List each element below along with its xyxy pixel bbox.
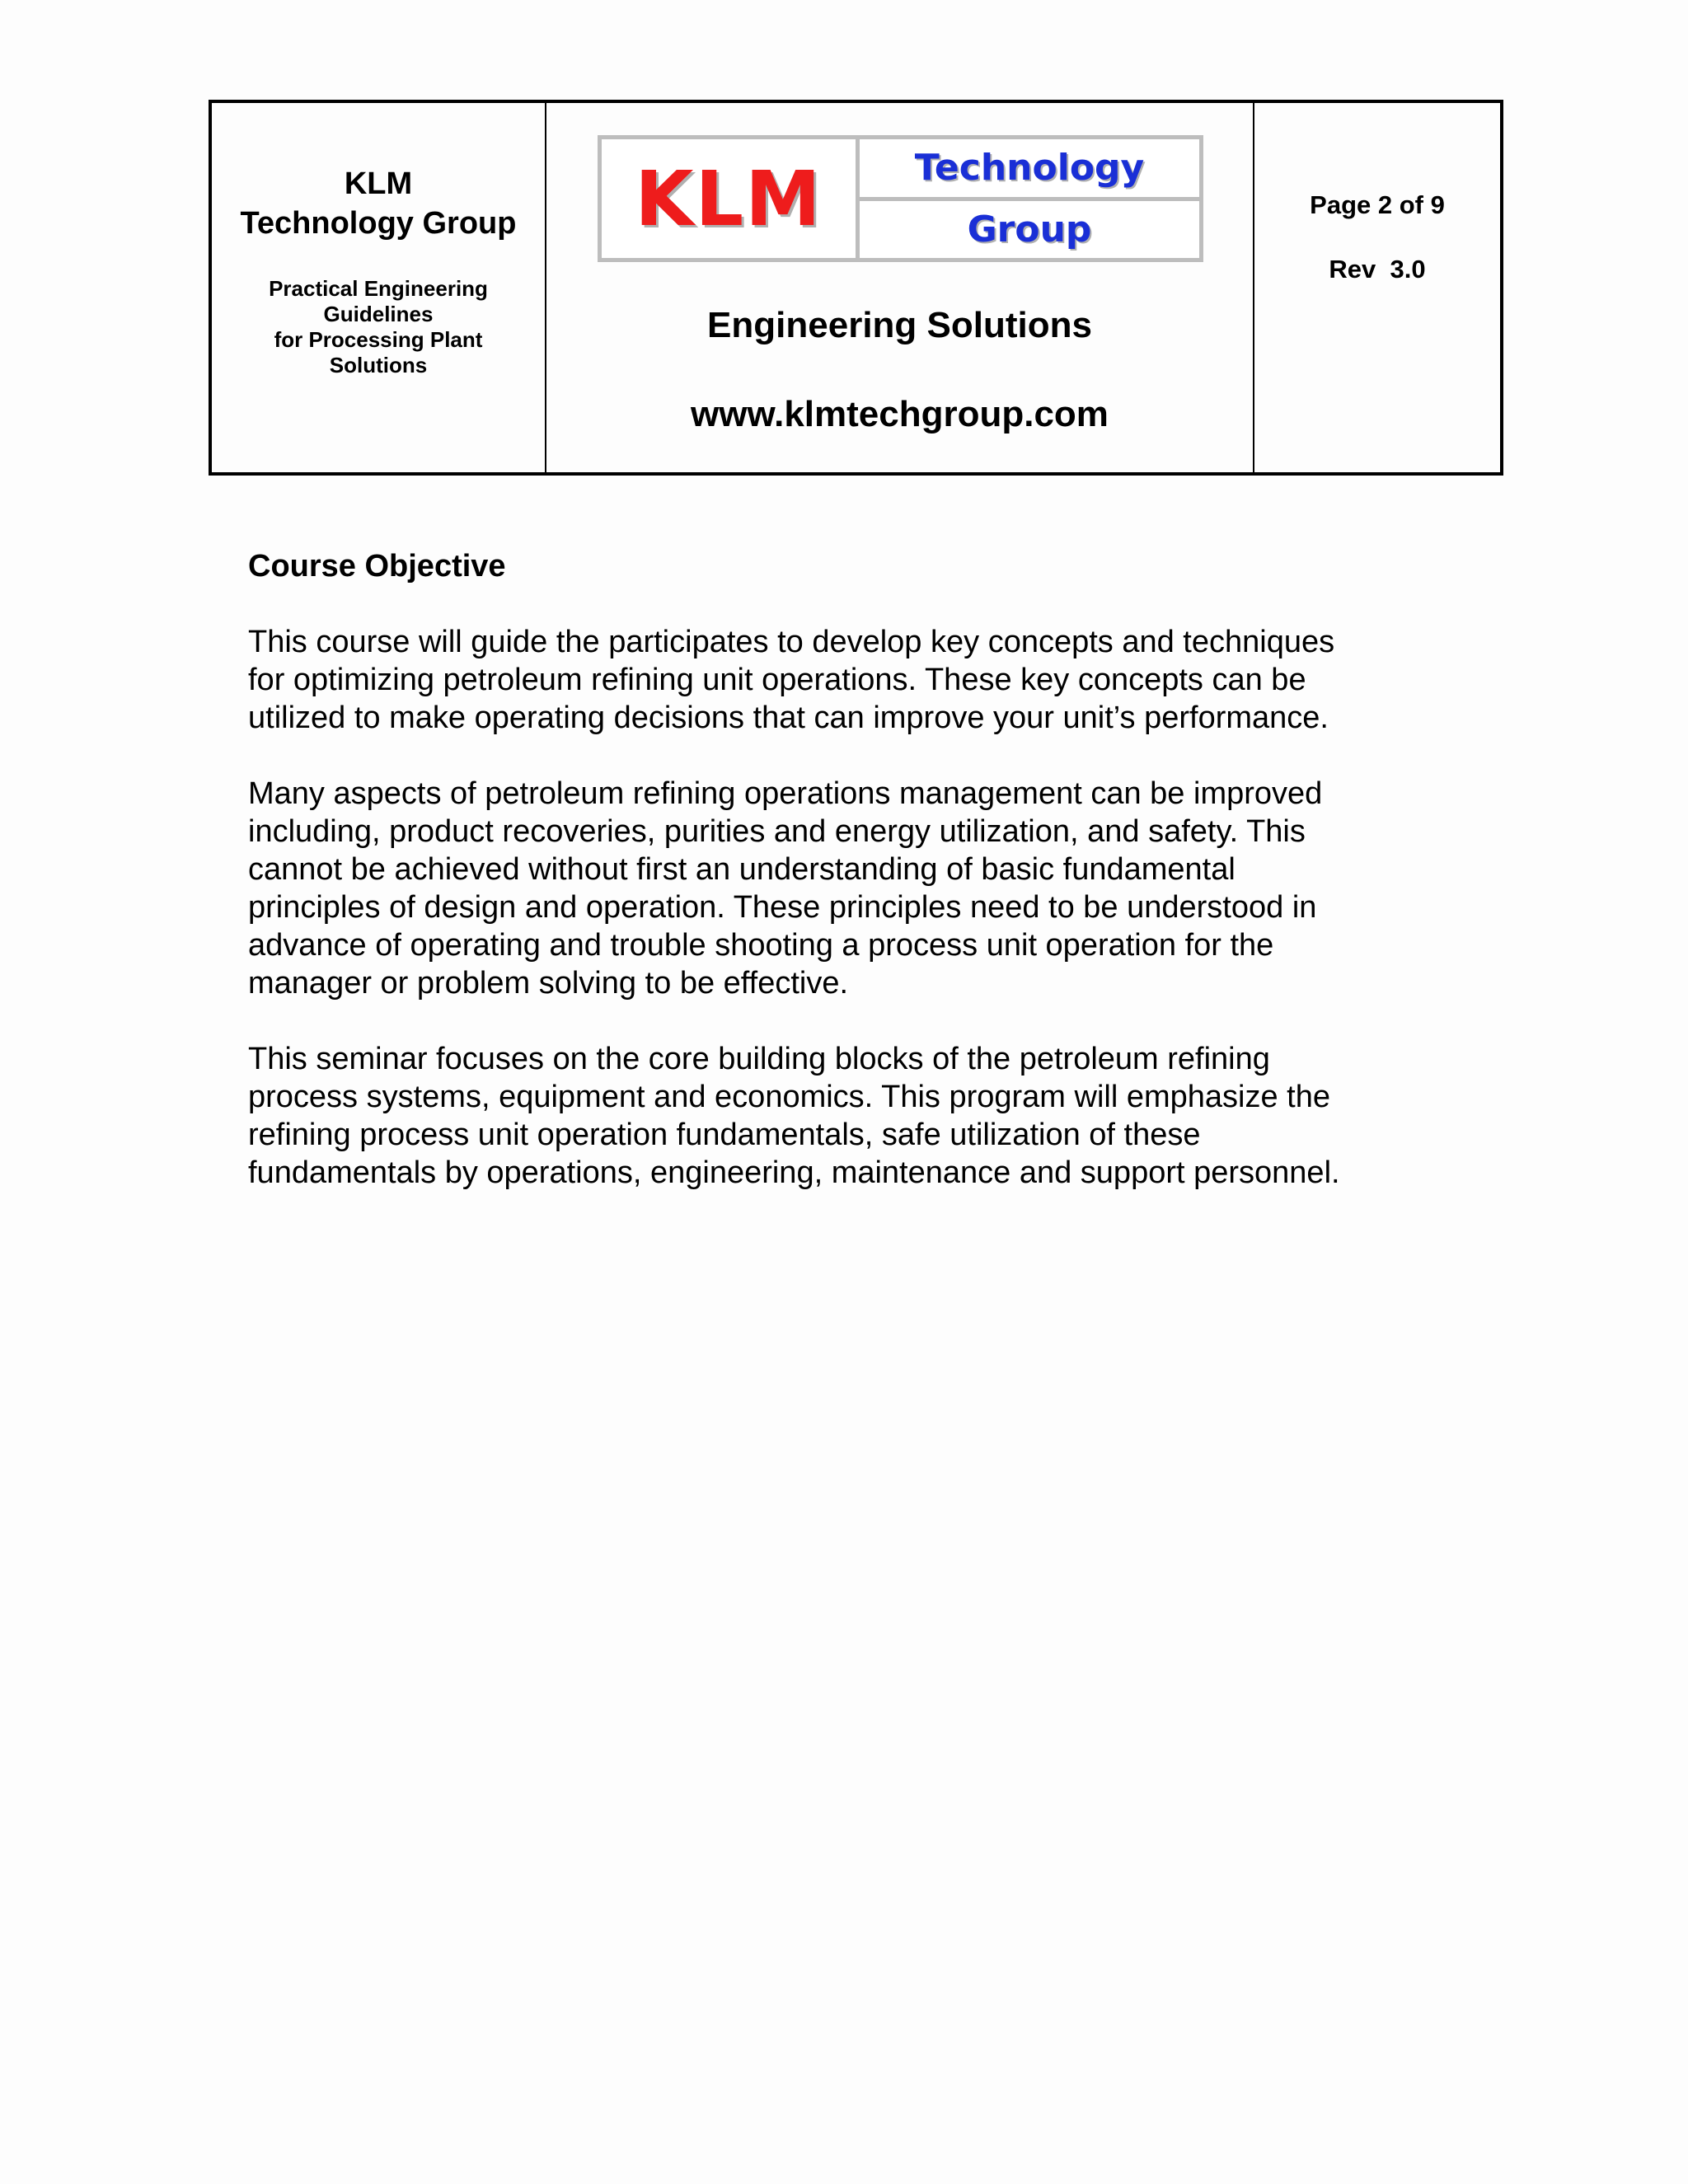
header-page-cell [1254,103,1500,472]
logo-klm-text: KLM [602,139,860,258]
paragraph-line: advance of operating and trouble shooting a process unit operation for the [248,928,1274,963]
paragraph [248,623,1435,737]
revision [1254,255,1500,284]
paragraph [248,1040,1435,1192]
guidelines-line: Solutions [329,353,428,377]
paragraph-line: manager or problem solving to be effective. [248,966,849,1001]
paragraph-line: for optimizing petroleum refining unit operations. These key concepts can be [248,663,1306,697]
paragraph-line: Many aspects of petroleum refining operations management can be improved [248,776,1323,811]
guidelines-line: Guidelines [323,302,434,326]
section-title: Course Objective [248,549,506,583]
document-header [209,100,1503,476]
paragraph-line: refining process unit operation fundamentals, safe utilization of these [248,1118,1201,1152]
company-name-line2: Technology Group [240,206,517,241]
logo-group-text: Group [967,208,1092,251]
guidelines-line: Practical Engineering [269,276,488,301]
paragraph-line: utilized to make operating decisions that can improve your unit’s performance. [248,701,1329,735]
paragraph-line: This course will guide the participates to develop key concepts and techniques [248,625,1335,659]
paragraph-line: including, product recoveries, purities and energy utilization, and safety. This [248,814,1306,849]
company-name-line1: KLM [344,166,413,201]
page-number: Page 2 of 9 [1310,190,1445,219]
logo-right-panel [860,139,1199,258]
company-name [212,164,545,243]
paragraph [248,775,1435,1002]
paragraph-line: This seminar focuses on the core building blocks of the petroleum refining [248,1042,1270,1076]
document-body [248,547,1435,1230]
header-company-cell [212,103,546,472]
logo-technology-text: Technology [860,139,1199,201]
paragraph-line: cannot be achieved without first an understanding of basic fundamental [248,852,1236,887]
tagline: Engineering Solutions [707,305,1092,345]
paragraph-line: fundamentals by operations, engineering, maintenance and support personnel. [248,1155,1340,1190]
revision-text: Rev 3.0 [1329,255,1426,284]
paragraph-line: principles of design and operation. These principles need to be understood in [248,890,1317,925]
header-logo-cell [546,103,1254,472]
paragraph-line: process systems, equipment and economics. This program will emphasize the [248,1080,1330,1114]
guidelines-title [212,276,545,378]
guidelines-line: for Processing Plant [274,327,483,352]
klm-logo [598,135,1203,262]
website-url: www.klmtechgroup.com [691,394,1109,434]
